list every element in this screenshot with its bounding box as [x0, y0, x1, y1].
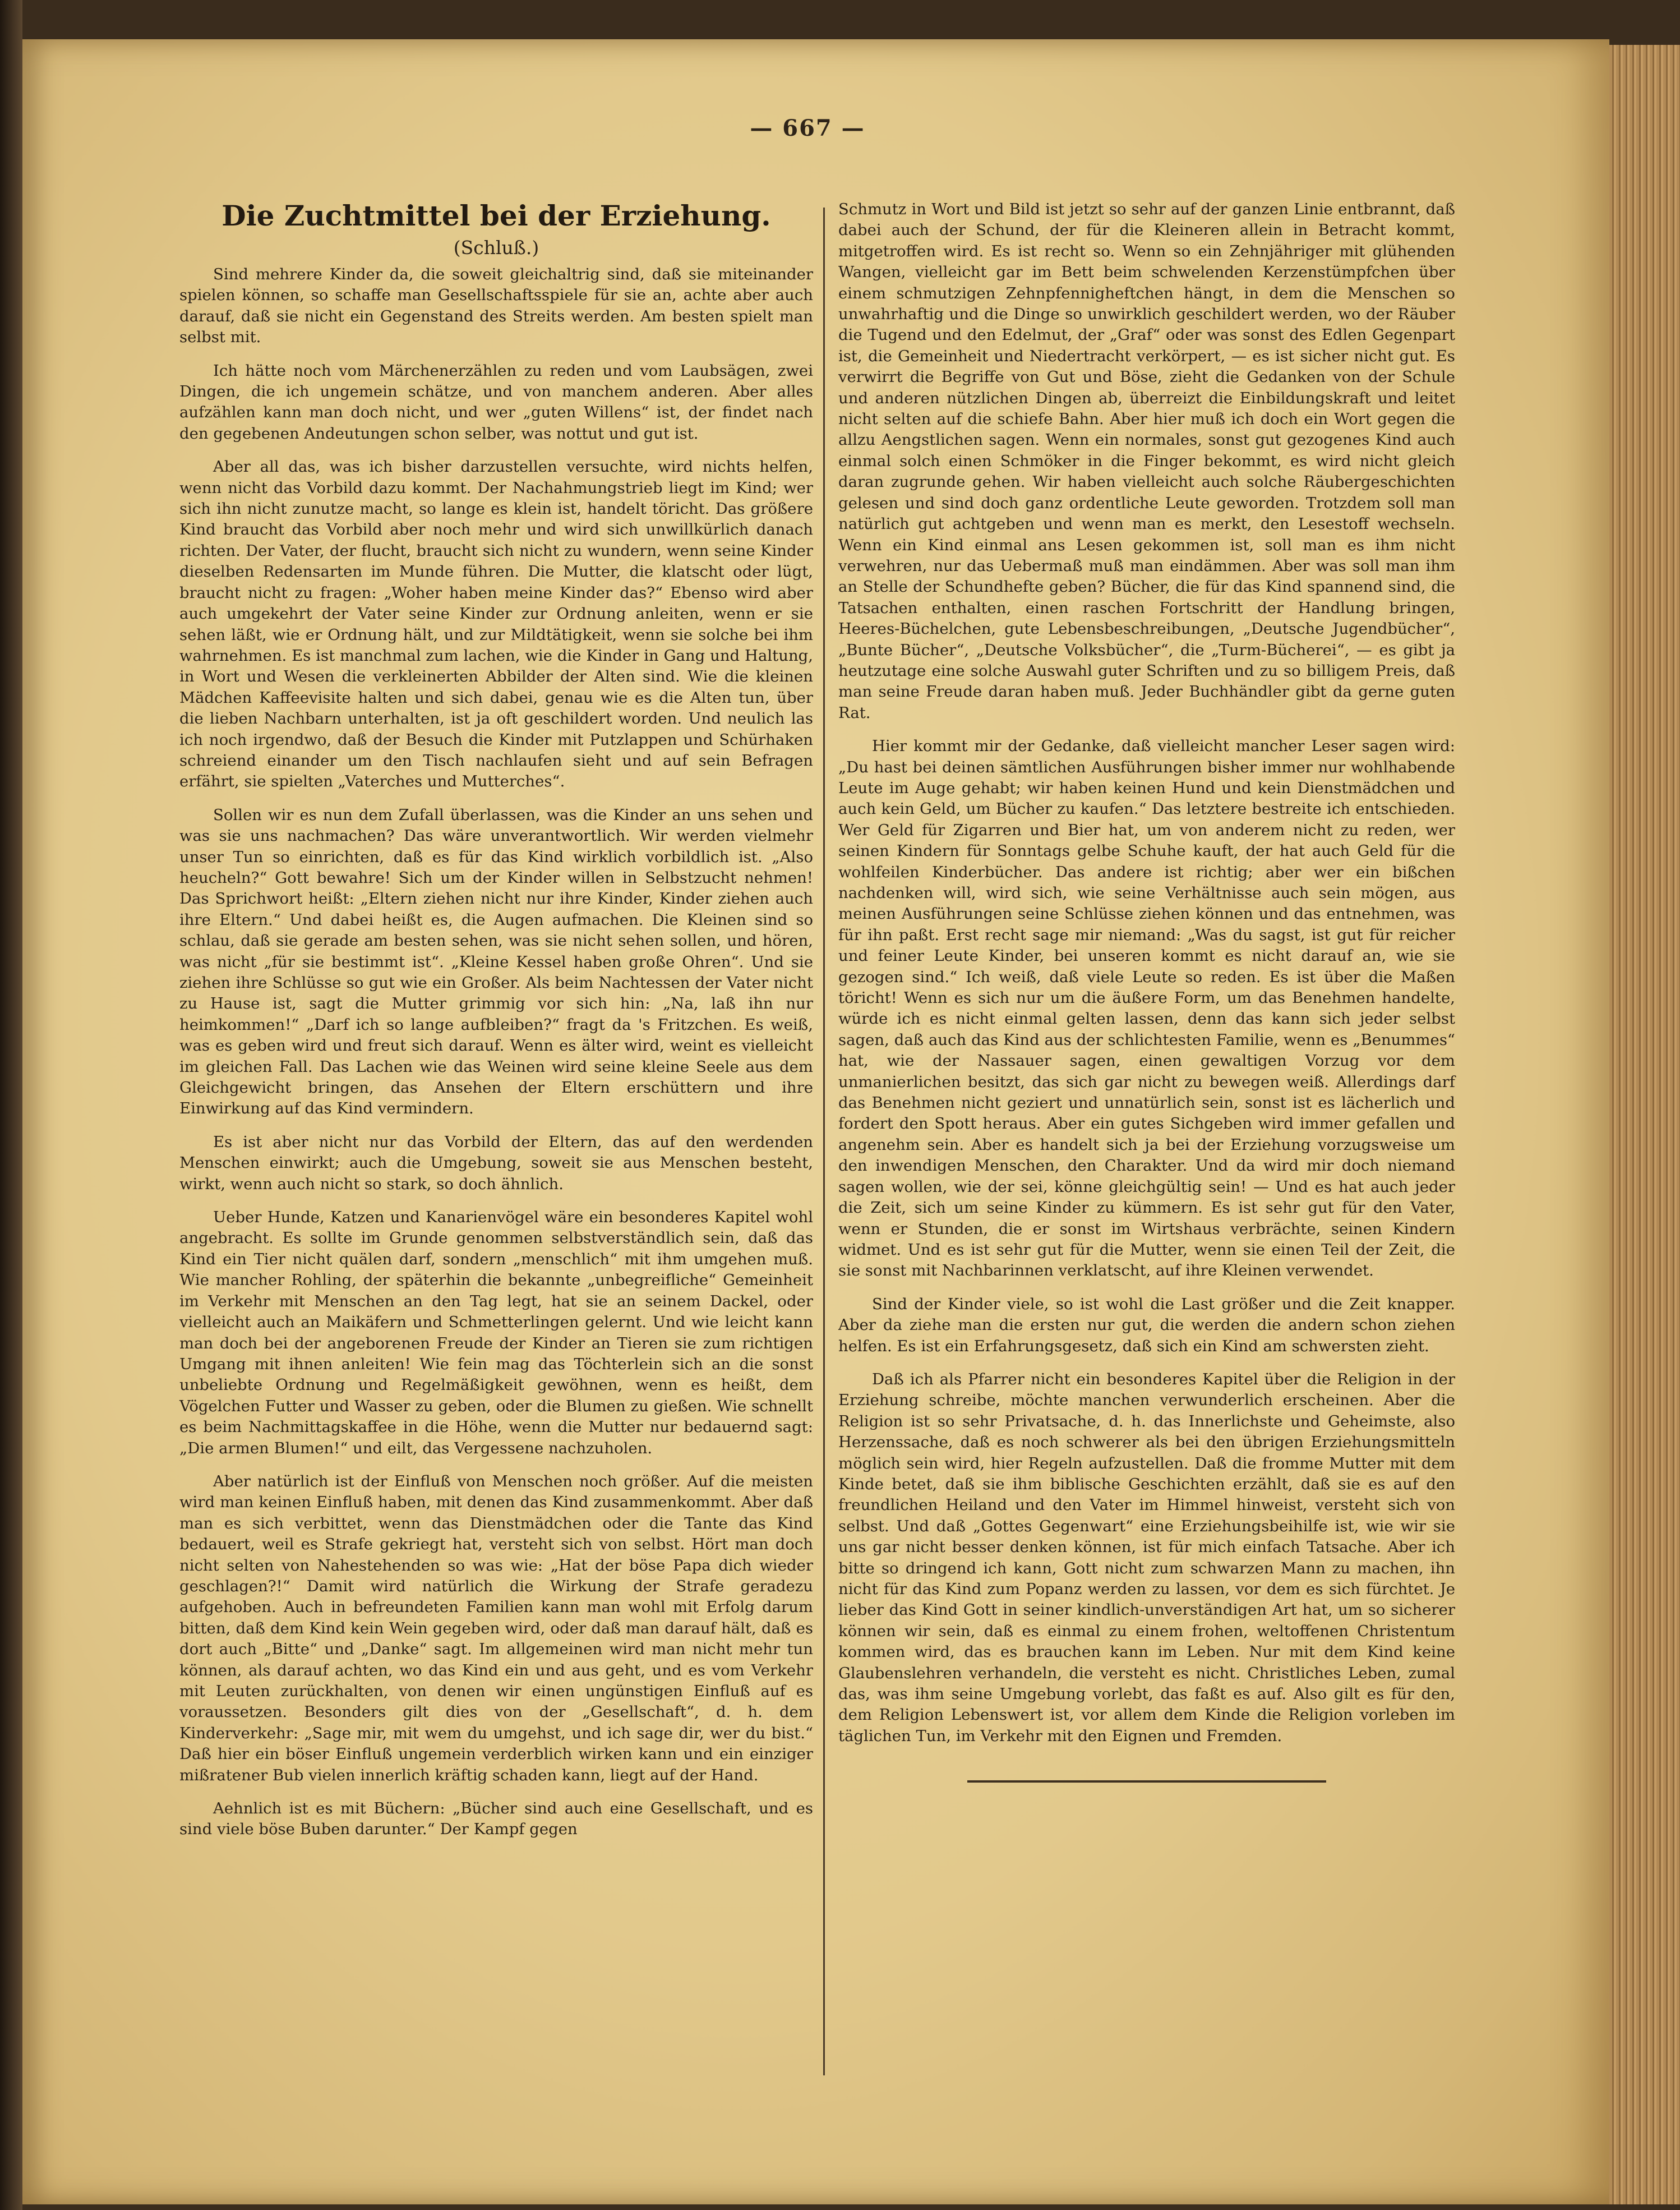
paragraph: Hier kommt mir der Gedanke, daß vielleicht mancher Leser sagen wird: „Du hast bei deinen sämtlichen Ausführungen bisher immer nur wohlhabende Leute im Auge gehabt; wir haben keinen Hund und kein Dienstmädchen und auch kein Geld, um Bücher zu kaufen.“ Das letztere bestreite ich entschieden. Wer Geld für Zigarren und Bier hat, um von anderem nicht zu reden, wer seinen Kindern für Sonntags gelbe Schuhe kauft, der hat auch Geld für die wohlfeilen Kinderbücher. Das andere ist richtig; aber wer ein bißchen nachdenken will, wird sich, wie seine Verhältnisse auch sein mögen, aus meinen Ausführungen seine Schlüsse ziehen können und das entnehmen, was für ihn paßt. Erst recht sage mir niemand: „Was du sagst, ist gut für reicher und feiner Leute Kinder, bei unseren kommt es nicht darauf an, wie sie gezogen sind.“ Ich weiß, daß viele Leute so reden. Es ist über die Maßen töricht! Wenn es sich nur um die äußere Form, um das Benehmen handelte, würde ich es nicht einmal gelten lassen, denn das kann sich jeder selbst sagen, daß auch das Kind aus der schlichtesten Familie, wenn es „Benummes“ hat, wie der Nassauer sagen, einen gewaltigen Vorzug vor dem unmanierlichen besitzt, das sich gar nicht zu bewegen weiß. Allerdings darf das Benehmen nicht geziert und unnatürlich sein, sonst ist es lächerlich und fordert den Spott heraus. Aber ein gutes Sichgeben wird immer gefallen und angenehm sein. Aber es handelt sich ja bei der Erziehung vorzugsweise um den inwendigen Menschen, den Charakter. Und da wird mir doch niemand sagen wollen, wie der sei, könne gleichgültig sein! — Und es hat auch jeder die Zeit, sich um seine Kinder zu kümmern. Es ist sehr gut für den Vater, wenn er Stunden, die er sonst im Wirtshaus verbrächte, seinen Kindern widmet. Und es ist sehr gut für die Mutter, wenn sie einen Teil der Zeit, die sie sonst mit Nachbarinnen verklatscht, auf ihre Kleinen verwendet. — [838, 737, 1455, 1280]
article-title: Die Zuchtmittel bei der Erziehung. — [221, 199, 771, 232]
paragraph: Schmutz in Wort und Bild ist jetzt so sehr auf der ganzen Linie entbrannt, daß dabei auch der Schund, der für die Kleineren allein in Betracht kommt, mitgetroffen wird. Es ist recht so. Wenn so ein Zehnjähriger mit glühenden Wangen, vielleicht gar im Bett beim schwelenden Kerzenstümpfchen über einem schmutzigen Zehnpfennigheftchen hängt, in dem die Menschen so unwahrhaftig und die Dinge so unwirklich geschildert werden, wo der Räuber die Tugend und den Edelmut, der „Graf“ oder was sonst des Edlen Gegenpart ist, die Gemeinheit und Niedertracht verkörpert, — es ist sicher nicht gut. Es verwirrt die Begriffe von Gut und Böse, zieht die Gedanken von der Schule und anderen nützlichen Dingen ab, überreizt die Einbildungskraft und leitet nicht selten auf die schiefe Bahn. Aber hier muß ich doch ein Wort gegen die allzu Aengstlichen sagen. Wenn ein normales, sonst gut gezogenes Kind auch einmal solch einen Schmöker in die Finger bekommt, es wird nicht gleich daran zugrunde gehen. Wir haben vielleicht auch solche Räubergeschichten gelesen und sind doch ganz ordentliche Leute geworden. Trotzdem soll man natürlich gut achtgeben und wenn man es merkt, den Lesestoff wechseln. Wenn ein Kind einmal ans Lesen gekommen ist, soll man es ihm nicht verwehren, nur das Uebermaß muß man eindämmen. Aber was soll man ihm an Stelle der Schundhefte geben? Bücher, die für das Kind spannend sind, die Tatsachen enthalten, einen raschen Fortschritt der Handlung bringen, Heeres-Büchelchen, gute Lebensbeschreibungen, „Deutsche Jugendbücher“, „Bunte Bücher“, „Deutsche Volksbücher“, die „Turm-Bücherei“, — es gibt ja heutzutage eine solche Auswahl guter Schriften und zu so billigem Preis, daß man seine Freude daran haben muß. Jeder Buchhändler gibt da gerne guten Rat. — [838, 200, 1455, 722]
page-edges — [1609, 45, 1680, 2204]
paragraph: Sind der Kinder viele, so ist wohl die Last größer und die Zeit knapper. Aber da ziehe man die ersten nur gut, die werden die andern schon ziehen helfen. Es ist ein Erfahrungsgesetz, daß sich ein Kind am schwersten zieht. — [838, 1295, 1455, 1355]
book-page — [22, 39, 1609, 2204]
paragraph: Ueber Hunde, Katzen und Kanarienvögel wäre ein besonderes Kapitel wohl angebracht. Es sollte im Grunde genommen selbstverständlich sein, daß das Kind ein Tier nicht quälen darf, sondern „menschlich“ mit ihm umgehen muß. Wie mancher Rohling, der späterhin die bekannte „unbegreifliche“ Gemeinheit im Verkehr mit Menschen an den Tag legt, hat sie an seinem Dackel, oder vielleicht auch an Maikäfern und Schmetterlingen gelernt. Und wie leicht kann man doch bei der angeborenen Freude der Kinder an Tieren sie zum richtigen Umgang mit ihnen anleiten! Wie fein mag das Töchterlein sich an die sonst unbeliebte Ordnung und Regelmäßigkeit gewöhnen, wenn es heißt, dem Vögelchen Futter und Wasser zu geben, oder die Blumen zu gießen. Wie schnellt es beim Nachmittagskaffee in die Höhe, wenn die Mutter nur bedauernd sagt: „Die armen Blumen!“ und eilt, das Vergessene nachzuholen. — [179, 1208, 813, 1457]
paragraph: Aber natürlich ist der Einfluß von Menschen noch größer. Auf die meisten wird man keinen Einfluß haben, mit denen das Kind zusammenkommt. Aber daß man es sich verbittet, wenn das Dienstmädchen oder die Tante das Kind bedauert, weil es Strafe gekriegt hat, versteht sich von selbst. Hört man doch nicht selten von Nahestehenden so was wie: „Hat der böse Papa dich wieder geschlagen?!“ Damit wird natürlich die Wirkung der Strafe geradezu aufgehoben. Auch in befreundeten Familien kann man wohl mit Erfolg darum bitten, daß dem Kind kein Wein gegeben wird, oder daß man darauf hält, daß es dort auch „Bitte“ und „Danke“ sagt. Im allgemeinen wird man nicht mehr tun können, als darauf achten, wo das Kind ein und aus geht, und es vom Verkehr mit Leuten zurückhalten, von denen wir einen ungünstigen Einfluß auf es voraussetzen. Besonders gilt dies von der „Gesellschaft“, d. h. dem Kinderverkehr: „Sage mir, mit wem du umgehst, und ich sage dir, wer du bist.“ Daß hier ein böser Einfluß ungemein verderblich wirken kann und ein einziger mißratener Bub vielen innerlich kräftig schaden kann, liegt auf der Hand. — [179, 1472, 813, 1784]
paragraph: Sind mehrere Kinder da, die soweit gleichaltrig sind, daß sie miteinander spielen können, so schaffe man Gesellschaftsspiele für sie an, achte aber auch darauf, daß sie nicht ein Gegenstand des Streits werden. Am besten spielt man selbst mit. — [179, 265, 813, 347]
right-column — [838, 199, 1455, 1783]
article-subtitle: (Schluß.) — [453, 237, 539, 259]
left-column — [179, 199, 813, 1853]
page-number: — 667 — — [750, 115, 865, 141]
paragraph: Sollen wir es nun dem Zufall überlassen, was die Kinder an uns sehen und was sie uns nachmachen? Das wäre unverantwortlich. Wir werden vielmehr unser Tun so einrichten, daß es für das Kind wirklich vorbildlich ist. „Also heucheln?“ Gott bewahre! Sich um der Kinder willen in Selbstzucht nehmen! Das Sprichwort heißt: „Eltern ziehen nicht nur ihre Kinder, Kinder ziehen auch ihre Eltern.“ Und dabei heißt es, die Augen aufmachen. Die Kleinen sind so schlau, daß sie gerade am besten sehen, was sie nicht sehen sollen, und hören, was nicht „für sie bestimmt ist“. „Kleine Kessel haben große Ohren“. Und sie ziehen ihre Schlüsse so gut wie ein Großer. Als beim Nachtessen der Vater nicht zu Hause ist, sagt die Mutter grimmig vor sich hin: „Na, laß ihn nur heimkommen!“ „Darf ich so lange aufbleiben?“ fragt da 's Fritzchen. Es weiß, was es geben wird und freut sich darauf. Wenn es älter wird, weint es vielleicht im gleichen Fall. Das Lachen wie das Weinen wird seine kleine Seele aus dem Gleichgewicht bringen, das Ansehen der Eltern erschüttern und ihre Einwirkung auf das Kind vermindern. — [179, 805, 813, 1118]
book-gutter-shadow — [0, 0, 22, 2210]
paragraph: Es ist aber nicht nur das Vorbild der Eltern, das auf den werdenden Menschen einwirkt; auch die Umgebung, soweit sie aus Menschen besteht, wirkt, wenn auch nicht so stark, so doch ähnlich. — [179, 1132, 813, 1193]
article-end-rule — [967, 1780, 1326, 1783]
paragraph: Aehnlich ist es mit Büchern: „Bücher sind auch eine Gesellschaft, und es sind viele böse Buben darunter.“ Der Kampf gegen — [179, 1799, 813, 1839]
paragraph: Daß ich als Pfarrer nicht ein besonderes Kapitel über die Religion in der Erziehung schreibe, möchte manchen verwunderlich erscheinen. Aber die Religion ist so sehr Privatsache, d. h. das Innerlichste und Geheimste, also Herzenssache, daß es noch schwerer als bei den übrigen Erziehungsmitteln möglich sein wird, hier Regeln aufzustellen. Daß die fromme Mutter mit dem Kinde betet, daß sie ihm biblische Geschichten erzählt, daß sie es auf den freundlichen Heiland und den Vater im Himmel hinweist, versteht sich von selbst. Und daß „Gottes Gegenwart“ eine Erziehungsbeihilfe ist, wie wir sie uns gar nicht besser denken können, ist für mich einfach Tatsache. Aber ich bitte so dringend ich kann, Gott nicht zum schwarzen Mann zu machen, ihn nicht für das Kind zum Popanz werden zu lassen, vor dem es sich fürchtet. Je lieber das Kind Gott in seiner kindlich-unverständigen Art hat, um so sicherer können wir sein, daß es einmal zu einem frohen, weltoffenen Christentum kommen wird, das es brauchen kann im Leben. Nur mit dem Kind keine Glaubenslehren verhandeln, die versteht es nicht. Christliches Leben, zumal das, was ihm seine Umgebung vorlebt, das faßt es auf. Also gilt es für den, dem Religion Lebenswert ist, vor allem dem Kinde die Religion vorleben im täglichen Tun, im Verkehr mit den Eignen und Fremden. — [838, 1370, 1455, 1745]
paragraph: Ich hätte noch vom Märchenerzählen zu reden und vom Laubsägen, zwei Dingen, die ich ungemein schätze, und von manchem anderen. Aber alles aufzählen kann man doch nicht, und wer „guten Willens“ ist, der findet nach den gegebenen Andeutungen schon selber, was nottut und gut ist. — [179, 361, 813, 443]
column-divider — [823, 208, 825, 2075]
paragraph: Aber all das, was ich bisher darzustellen versuchte, wird nichts helfen, wenn nicht das Vorbild dazu kommt. Der Nachahmungstrieb liegt im Kind; wer sich ihn nicht zunutze macht, so lange es klein ist, handelt töricht. Das größere Kind braucht das Vorbild aber noch mehr und wird sich unwillkürlich danach richten. Der Vater, der flucht, braucht sich nicht zu wundern, wenn seine Kinder dieselben Redensarten im Munde führen. Die Mutter, die klatscht oder lügt, braucht nicht zu fragen: „Woher haben meine Kinder das?“ Ebenso wird aber auch umgekehrt der Vater seine Kinder zur Ordnung anleiten, wenn er sie sehen läßt, wie er Ordnung hält, und zur Mildtätigkeit, wenn sie solche bei ihm wahrnehmen. Es ist manchmal zum lachen, wie die Kinder in Gang und Haltung, in Wort und Wesen die verkleinerten Abbilder der Alten sind. Wie die kleinen Mädchen Kaffeevisite halten und sich dabei, genau wie es die Alten tun, über die lieben Nachbarn unterhalten, ist ja oft geschildert worden. Und neulich las ich noch irgendwo, daß der Besuch die Kinder mit Putzlappen und Schürhaken schreiend einander um den Tisch nachlaufen sieht und auf sein Befragen erfährt, sie spielten „Vaterches und Mutterches“. — [179, 458, 813, 791]
